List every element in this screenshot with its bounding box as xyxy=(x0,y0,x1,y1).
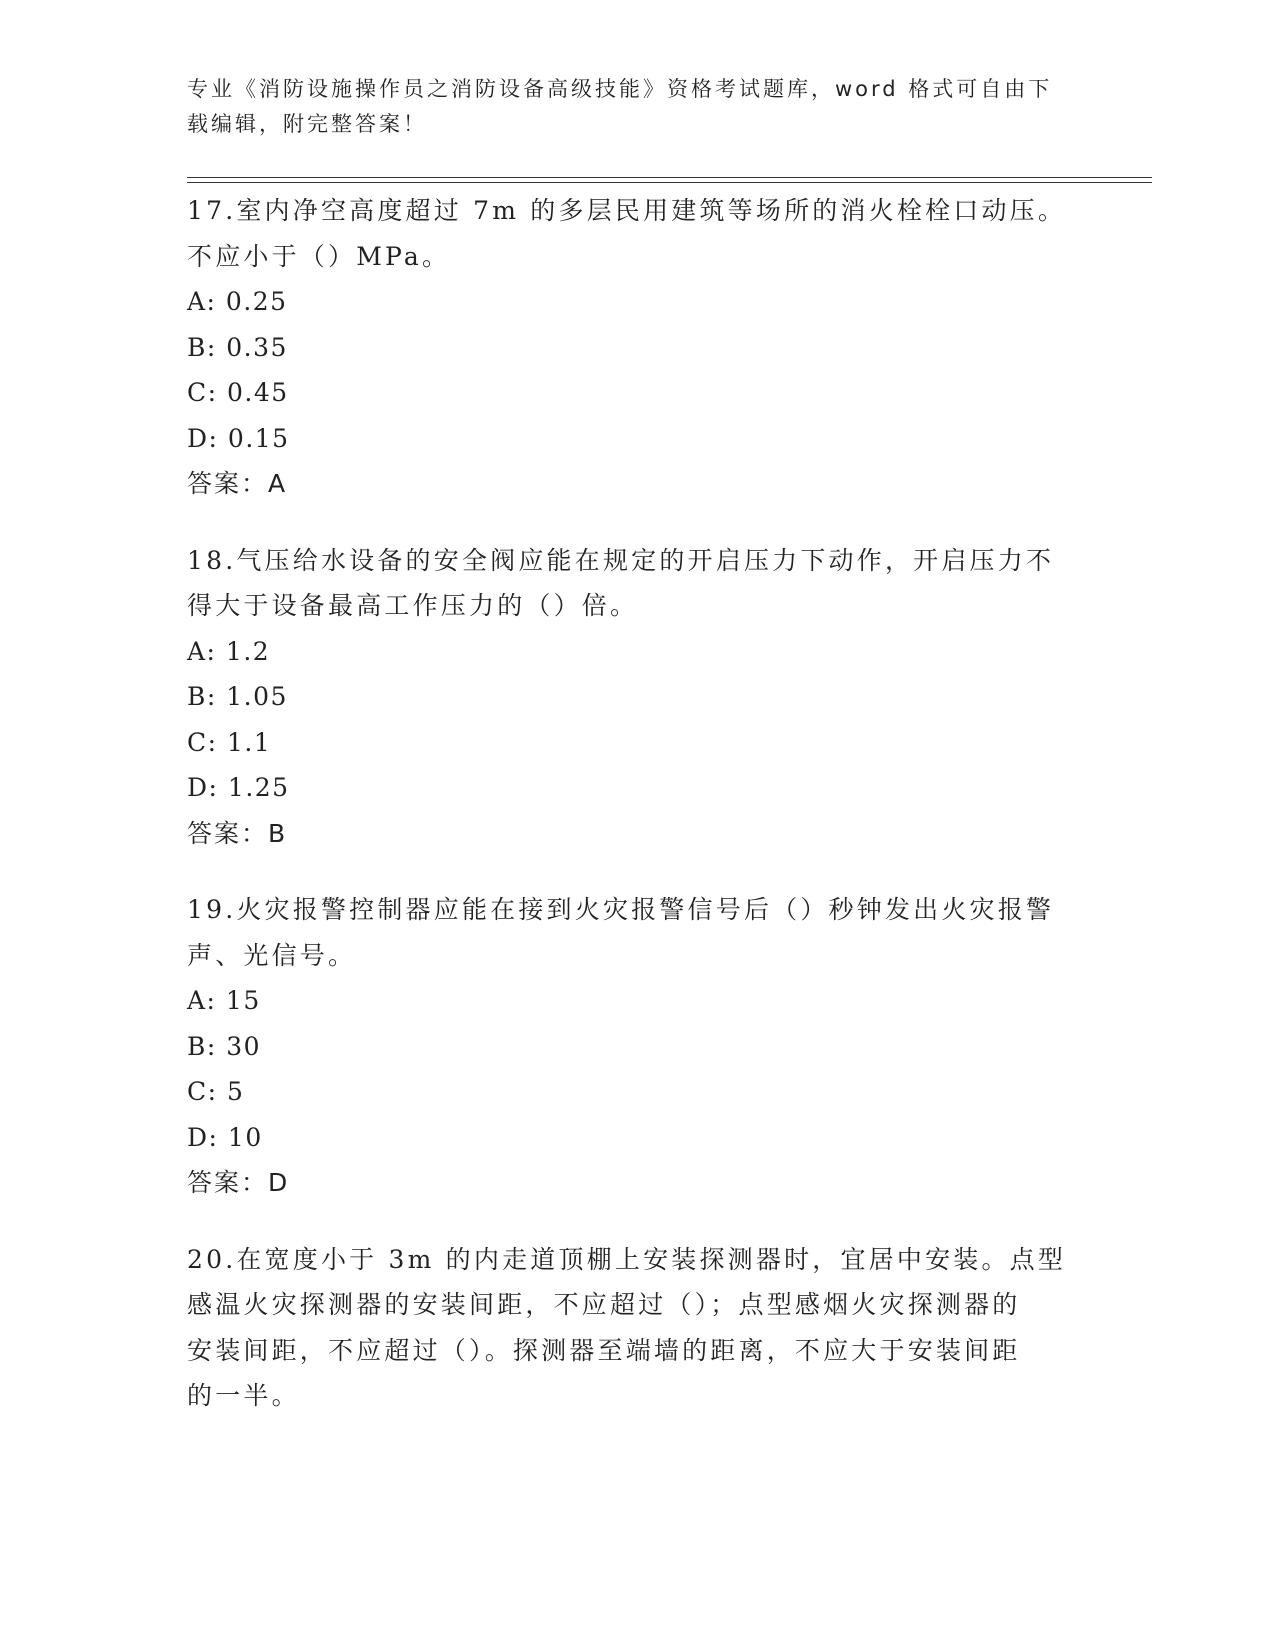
option-d: D: 1.25 xyxy=(187,773,290,802)
option-c: C: 5 xyxy=(187,1077,245,1106)
document-header xyxy=(187,72,1067,142)
option-c: C: 1.1 xyxy=(187,727,272,757)
answer-line: 答案：D xyxy=(187,1168,290,1197)
option-c: C: 0.45 xyxy=(187,378,289,407)
option-b: B: 30 xyxy=(187,1031,262,1061)
option-a: A: 0.25 xyxy=(187,287,288,316)
question-text-line: 得大于设备最高工作压力的（）倍。 xyxy=(187,591,639,620)
option-b: B: 0.35 xyxy=(187,332,288,362)
option-d: D: 10 xyxy=(187,1122,263,1152)
question-text-line: 安装间距，不应超过（）。探测器至端墙的距离，不应大于安装间距 xyxy=(187,1335,1021,1365)
question-text-line: 感温火灾探测器的安装间距，不应超过（）；点型感烟火灾探测器的 xyxy=(187,1290,1021,1319)
header-line-1: 专业《消防设施操作员之消防设备高级技能》资格考试题库，word 格式可自由下 xyxy=(187,77,1053,101)
answer-line: 答案：A xyxy=(187,469,288,498)
question-text-line: 17.室内净空高度超过 7m 的多层民用建筑等场所的消火栓栓口动压。 xyxy=(187,196,1067,225)
question-text-line: 的一半。 xyxy=(187,1381,300,1410)
question-text-line: 声、光信号。 xyxy=(187,940,357,970)
question-20 xyxy=(187,1237,1087,1419)
option-b: B: 1.05 xyxy=(187,682,288,711)
question-text-line: 18.气压给水设备的安全阀应能在规定的开启压力下动作，开启压力不 xyxy=(187,545,1055,575)
question-text-line: 19.火灾报警控制器应能在接到火灾报警信号后（）秒钟发出火灾报警 xyxy=(187,895,1055,924)
question-text-line: 20.在宽度小于 3m 的内走道顶棚上安装探测器时，宜居中安装。点型 xyxy=(187,1244,1067,1274)
option-a: A: 1.2 xyxy=(187,636,271,666)
question-17 xyxy=(187,188,1087,507)
header-divider-bottom xyxy=(187,182,1152,183)
option-d: D: 0.15 xyxy=(187,423,290,453)
question-text-line: 不应小于（）MPa。 xyxy=(187,241,451,271)
header-divider-top xyxy=(187,177,1152,178)
question-list xyxy=(187,188,1087,1450)
header-line-2: 载编辑，附完整答案！ xyxy=(187,112,427,136)
question-18 xyxy=(187,538,1087,857)
option-a: A: 15 xyxy=(187,986,261,1015)
question-19 xyxy=(187,887,1087,1206)
answer-line: 答案：B xyxy=(187,818,288,848)
